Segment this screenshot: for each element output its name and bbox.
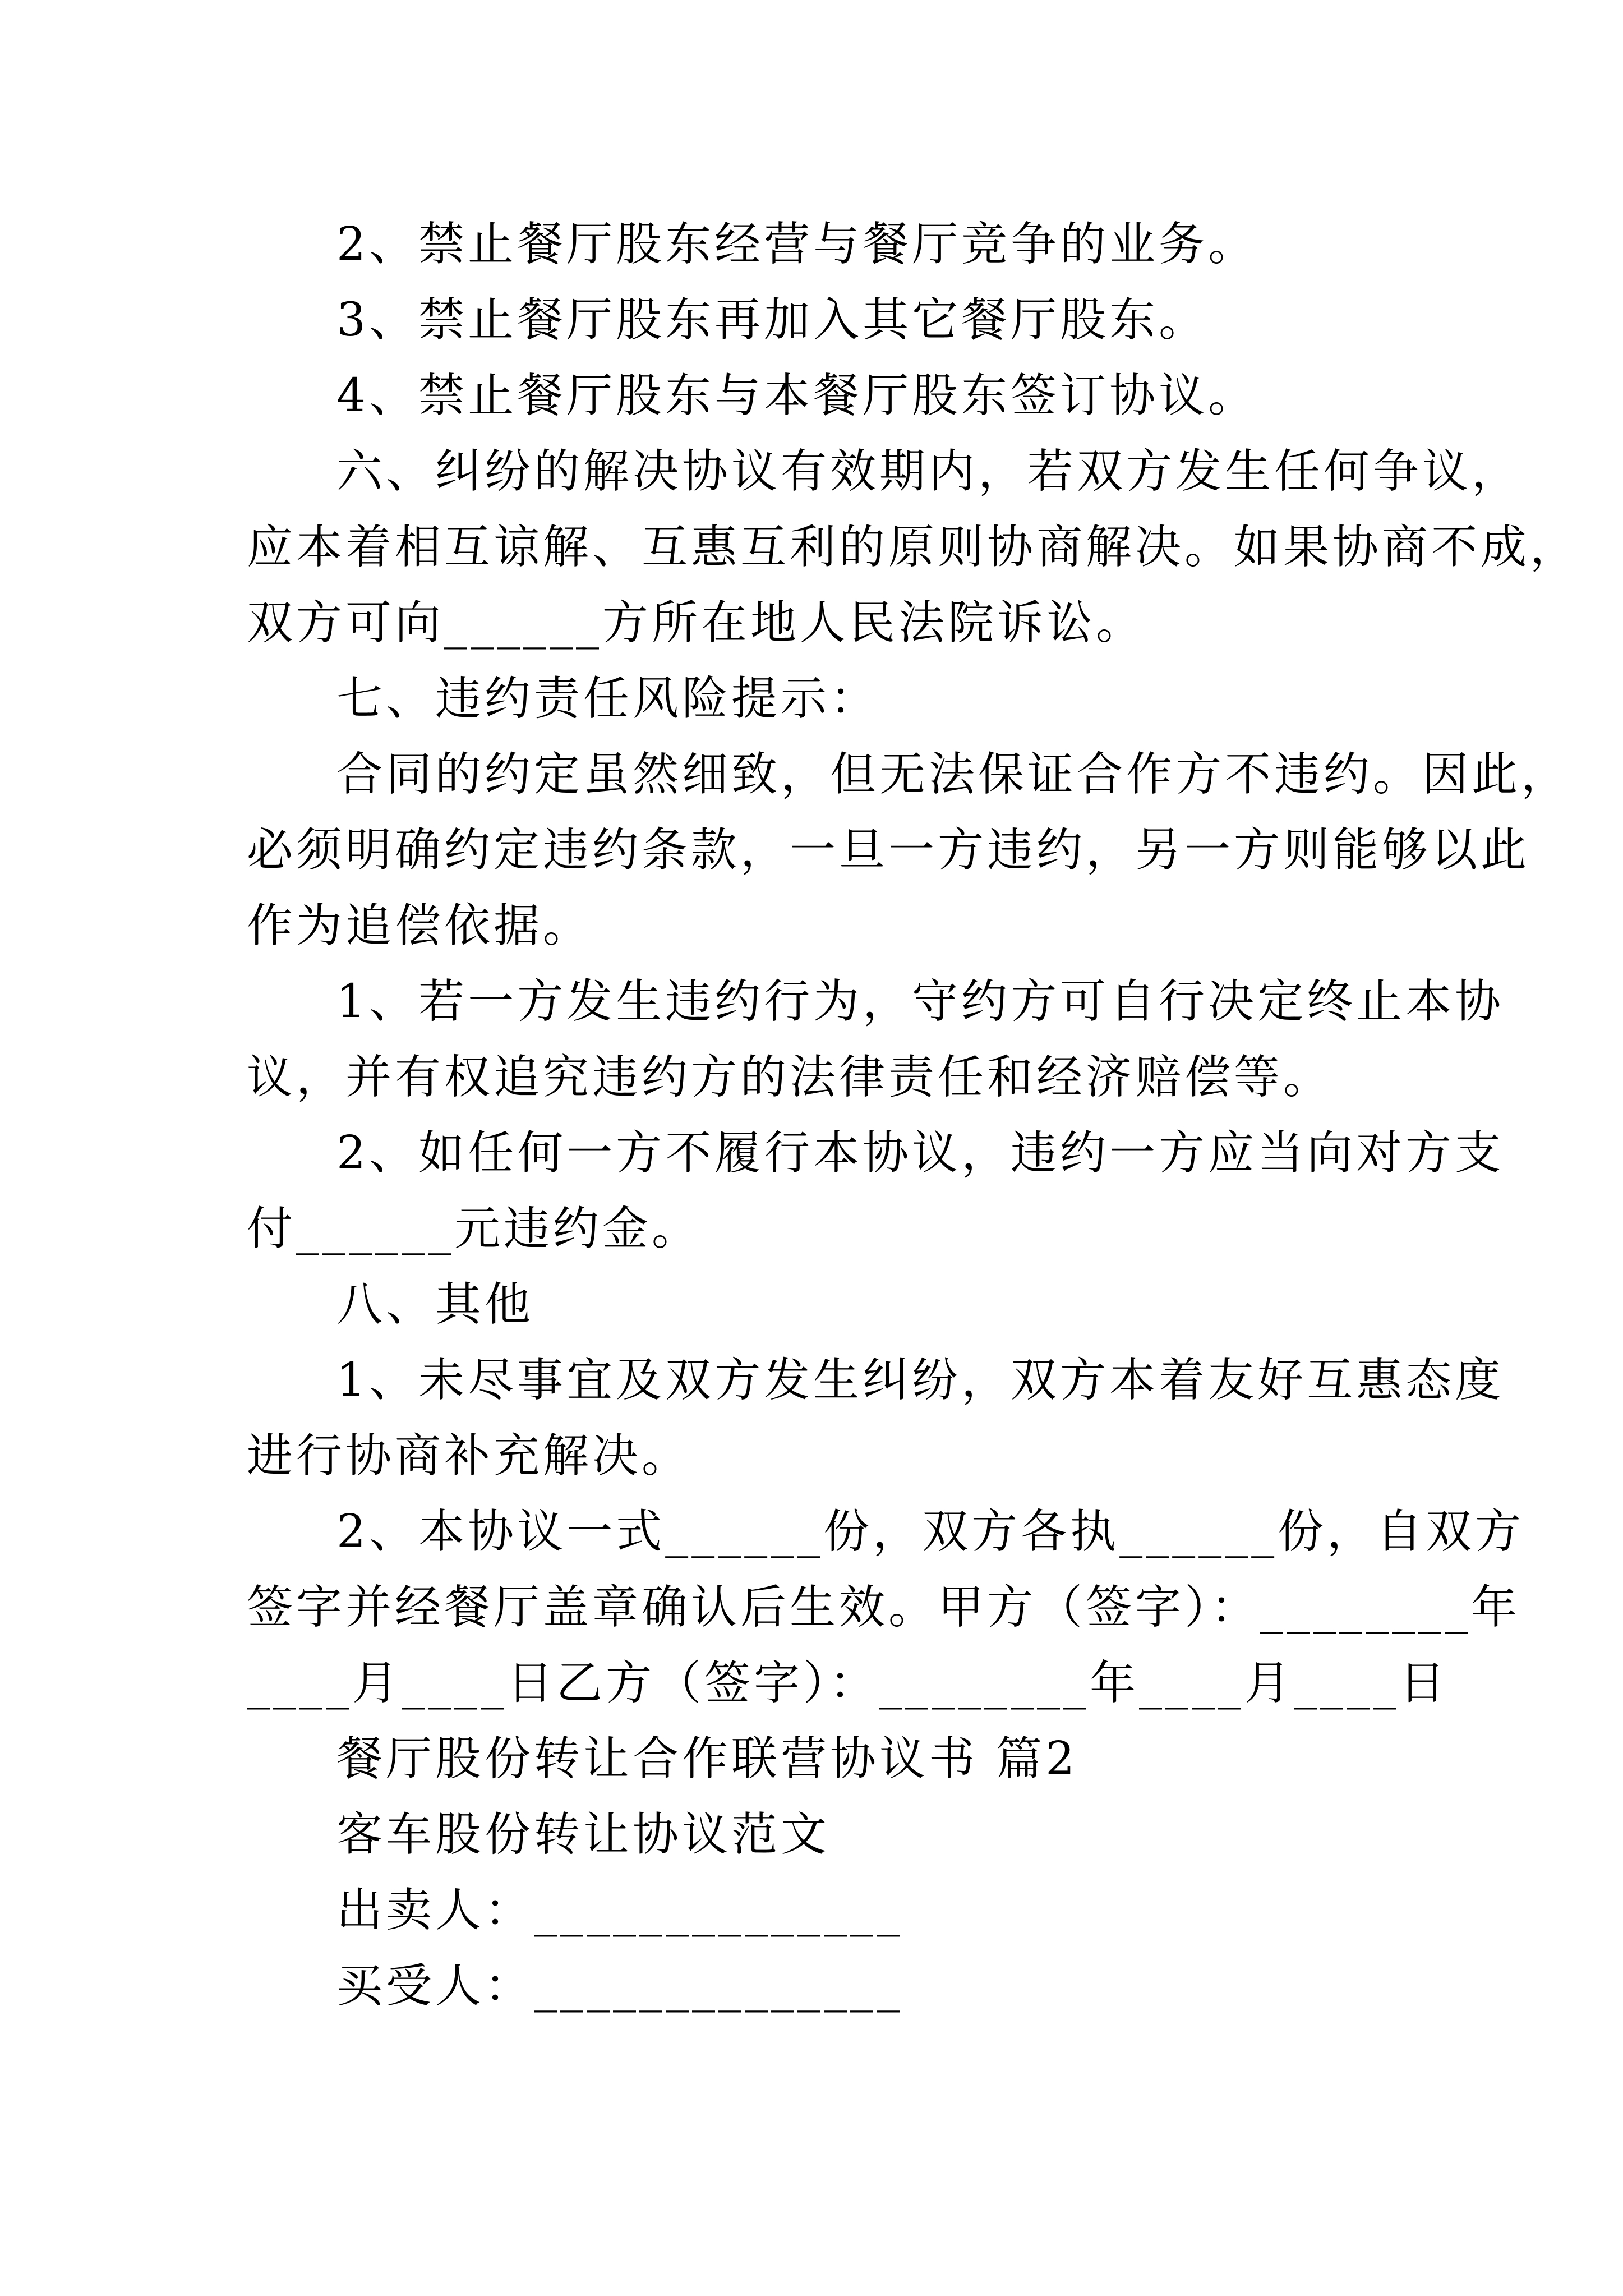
clause-line: 4、禁止餐厅股东与本餐厅股东签订协议。 bbox=[336, 369, 1258, 422]
clause-line: 1、若一方发生违约行为，守约方可自行决定终止本协 bbox=[336, 975, 1505, 1028]
clause-line: 3、禁止餐厅股东再加入其它餐厅股东。 bbox=[336, 293, 1209, 347]
paragraph-line: 应本着相互谅解、互惠互利的原则协商解决。如果协商不成， bbox=[247, 521, 1580, 574]
document-title: 餐厅股份转让合作联营协议书 篇2 bbox=[336, 1732, 1078, 1786]
clause-line: 2、如任何一方不履行本协议，违约一方应当向对方支 bbox=[336, 1126, 1505, 1180]
section-heading: 七、违约责任风险提示： bbox=[336, 672, 880, 725]
section-heading: 八、其他 bbox=[336, 1278, 534, 1331]
clause-line: 签字并经餐厅盖章确认后生效。甲方（签字）：________年 bbox=[247, 1581, 1521, 1634]
clause-line: 1、未尽事宜及双方发生纠纷，双方本着友好互惠态度 bbox=[336, 1354, 1505, 1407]
paragraph-line: 作为追偿依据。 bbox=[247, 899, 593, 953]
paragraph-line: 合同的约定虽然细致，但无法保证合作方不违约。因此， bbox=[336, 748, 1571, 801]
clause-line: 进行协商补充解决。 bbox=[247, 1429, 691, 1483]
paragraph-line: 必须明确约定违约条款，一旦一方违约，另一方则能够以此 bbox=[247, 823, 1530, 877]
buyer-field: 买受人：______________ bbox=[336, 1959, 903, 2013]
clause-line: 2、禁止餐厅股东经营与餐厅竞争的业务。 bbox=[336, 218, 1258, 271]
seller-field: 出卖人：______________ bbox=[336, 1884, 903, 1937]
clause-line: 议，并有权追究违约方的法律责任和经济赔偿等。 bbox=[247, 1051, 1333, 1104]
signature-line: ____月____日乙方（签字）：________年____月____日 bbox=[247, 1657, 1449, 1710]
paragraph-line: 双方可向______方所在地人民法院诉讼。 bbox=[247, 596, 1146, 650]
clause-line: 付______元违约金。 bbox=[247, 1202, 702, 1255]
section-heading-line: 六、纠纷的解决协议有效期内，若双方发生任何争议， bbox=[336, 445, 1521, 498]
document-subtitle: 客车股份转让协议范文 bbox=[336, 1808, 831, 1861]
clause-line: 2、本协议一式______份，双方各执______份，自双方 bbox=[336, 1505, 1525, 1558]
